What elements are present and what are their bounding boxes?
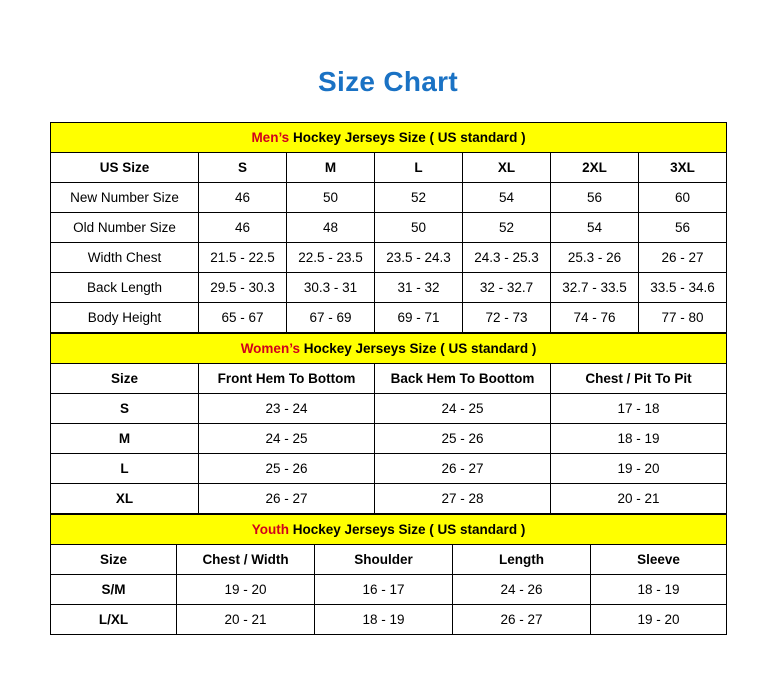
mens-row-2-cell-2: 23.5 - 24.3 bbox=[375, 243, 463, 273]
mens-row-3-cell-2: 31 - 32 bbox=[375, 273, 463, 303]
mens-col-head-6: 3XL bbox=[639, 153, 727, 183]
mens-row-3-label: Back Length bbox=[51, 273, 199, 303]
mens-row-4-cell-2: 69 - 71 bbox=[375, 303, 463, 333]
page-title: Size Chart bbox=[318, 66, 458, 97]
youth-col-head-4: Sleeve bbox=[591, 545, 727, 575]
womens-row-2-cell-2: 19 - 20 bbox=[551, 454, 727, 484]
youth-row-0-label: S/M bbox=[51, 575, 177, 605]
mens-size-table bbox=[50, 122, 727, 333]
youth-col-head-1: Chest / Width bbox=[177, 545, 315, 575]
mens-row-0-label: New Number Size bbox=[51, 183, 199, 213]
mens-row-2-cell-1: 22.5 - 23.5 bbox=[287, 243, 375, 273]
womens-row-1-label: M bbox=[51, 424, 199, 454]
youth-section-header-rest: Hockey Jerseys Size ( US standard ) bbox=[288, 522, 526, 537]
mens-col-head-1: S bbox=[199, 153, 287, 183]
womens-section-header-rest: Hockey Jerseys Size ( US standard ) bbox=[299, 341, 537, 356]
table-row bbox=[51, 484, 727, 514]
womens-row-1-cell-1: 25 - 26 bbox=[375, 424, 551, 454]
table-section-header-row bbox=[51, 123, 727, 153]
womens-col-head-3: Chest / Pit To Pit bbox=[551, 364, 727, 394]
youth-row-1-cell-3: 19 - 20 bbox=[591, 605, 727, 635]
womens-row-2-cell-0: 25 - 26 bbox=[199, 454, 375, 484]
table-header-row bbox=[51, 545, 727, 575]
womens-col-head-2: Back Hem To Boottom bbox=[375, 364, 551, 394]
youth-section-header-accent: Youth bbox=[251, 522, 289, 537]
mens-row-0-cell-5: 60 bbox=[639, 183, 727, 213]
table-row bbox=[51, 575, 727, 605]
youth-row-1-cell-1: 18 - 19 bbox=[315, 605, 453, 635]
mens-section-header-rest: Hockey Jerseys Size ( US standard ) bbox=[289, 130, 526, 145]
womens-row-0-cell-1: 24 - 25 bbox=[375, 394, 551, 424]
mens-row-1-cell-3: 52 bbox=[463, 213, 551, 243]
mens-row-0-cell-3: 54 bbox=[463, 183, 551, 213]
youth-row-0-cell-1: 16 - 17 bbox=[315, 575, 453, 605]
youth-row-0-cell-2: 24 - 26 bbox=[453, 575, 591, 605]
mens-row-3-cell-3: 32 - 32.7 bbox=[463, 273, 551, 303]
mens-section-header bbox=[51, 123, 727, 153]
youth-row-1-cell-2: 26 - 27 bbox=[453, 605, 591, 635]
table-row bbox=[51, 213, 727, 243]
womens-row-0-cell-2: 17 - 18 bbox=[551, 394, 727, 424]
womens-row-1-cell-2: 18 - 19 bbox=[551, 424, 727, 454]
table-section-header-row bbox=[51, 515, 727, 545]
womens-section-header bbox=[51, 334, 727, 364]
mens-row-1-cell-4: 54 bbox=[551, 213, 639, 243]
mens-row-4-cell-5: 77 - 80 bbox=[639, 303, 727, 333]
womens-row-1-cell-0: 24 - 25 bbox=[199, 424, 375, 454]
mens-row-1-label: Old Number Size bbox=[51, 213, 199, 243]
mens-row-3-cell-0: 29.5 - 30.3 bbox=[199, 273, 287, 303]
mens-col-head-0: US Size bbox=[51, 153, 199, 183]
mens-row-1-cell-0: 46 bbox=[199, 213, 287, 243]
mens-row-2-cell-3: 24.3 - 25.3 bbox=[463, 243, 551, 273]
womens-row-0-label: S bbox=[51, 394, 199, 424]
mens-col-head-3: L bbox=[375, 153, 463, 183]
youth-row-0-cell-3: 18 - 19 bbox=[591, 575, 727, 605]
womens-row-3-cell-0: 26 - 27 bbox=[199, 484, 375, 514]
womens-row-0-cell-0: 23 - 24 bbox=[199, 394, 375, 424]
womens-col-head-0: Size bbox=[51, 364, 199, 394]
youth-row-0-cell-0: 19 - 20 bbox=[177, 575, 315, 605]
youth-col-head-3: Length bbox=[453, 545, 591, 575]
youth-section-header bbox=[51, 515, 727, 545]
womens-row-2-label: L bbox=[51, 454, 199, 484]
mens-section-header-accent: Men’s bbox=[251, 130, 290, 145]
mens-row-1-cell-2: 50 bbox=[375, 213, 463, 243]
table-section-header-row bbox=[51, 334, 727, 364]
mens-col-head-2: M bbox=[287, 153, 375, 183]
mens-col-head-4: XL bbox=[463, 153, 551, 183]
womens-row-3-cell-2: 20 - 21 bbox=[551, 484, 727, 514]
mens-row-3-cell-4: 32.7 - 33.5 bbox=[551, 273, 639, 303]
womens-size-table bbox=[50, 333, 727, 514]
table-row bbox=[51, 394, 727, 424]
mens-row-1-cell-1: 48 bbox=[287, 213, 375, 243]
table-row bbox=[51, 183, 727, 213]
youth-size-table bbox=[50, 514, 727, 635]
mens-row-4-cell-1: 67 - 69 bbox=[287, 303, 375, 333]
mens-row-4-label: Body Height bbox=[51, 303, 199, 333]
table-header-row bbox=[51, 364, 727, 394]
youth-row-1-cell-0: 20 - 21 bbox=[177, 605, 315, 635]
youth-row-1-label: L/XL bbox=[51, 605, 177, 635]
youth-col-head-2: Shoulder bbox=[315, 545, 453, 575]
mens-row-0-cell-2: 52 bbox=[375, 183, 463, 213]
womens-row-2-cell-1: 26 - 27 bbox=[375, 454, 551, 484]
mens-row-1-cell-5: 56 bbox=[639, 213, 727, 243]
youth-col-head-0: Size bbox=[51, 545, 177, 575]
mens-row-3-cell-1: 30.3 - 31 bbox=[287, 273, 375, 303]
womens-row-3-cell-1: 27 - 28 bbox=[375, 484, 551, 514]
table-row bbox=[51, 424, 727, 454]
mens-col-head-5: 2XL bbox=[551, 153, 639, 183]
mens-row-0-cell-0: 46 bbox=[199, 183, 287, 213]
table-row bbox=[51, 303, 727, 333]
mens-row-0-cell-4: 56 bbox=[551, 183, 639, 213]
mens-row-4-cell-0: 65 - 67 bbox=[199, 303, 287, 333]
mens-row-4-cell-4: 74 - 76 bbox=[551, 303, 639, 333]
table-row bbox=[51, 273, 727, 303]
womens-row-3-label: XL bbox=[51, 484, 199, 514]
mens-row-0-cell-1: 50 bbox=[287, 183, 375, 213]
mens-row-2-label: Width Chest bbox=[51, 243, 199, 273]
womens-section-header-accent: Women’s bbox=[240, 341, 300, 356]
mens-row-4-cell-3: 72 - 73 bbox=[463, 303, 551, 333]
mens-row-2-cell-0: 21.5 - 22.5 bbox=[199, 243, 287, 273]
size-chart-tables bbox=[50, 98, 726, 635]
womens-col-head-1: Front Hem To Bottom bbox=[199, 364, 375, 394]
table-row bbox=[51, 605, 727, 635]
table-row bbox=[51, 454, 727, 484]
mens-row-3-cell-5: 33.5 - 34.6 bbox=[639, 273, 727, 303]
mens-row-2-cell-4: 25.3 - 26 bbox=[551, 243, 639, 273]
table-header-row bbox=[51, 153, 727, 183]
table-row bbox=[51, 243, 727, 273]
mens-row-2-cell-5: 26 - 27 bbox=[639, 243, 727, 273]
